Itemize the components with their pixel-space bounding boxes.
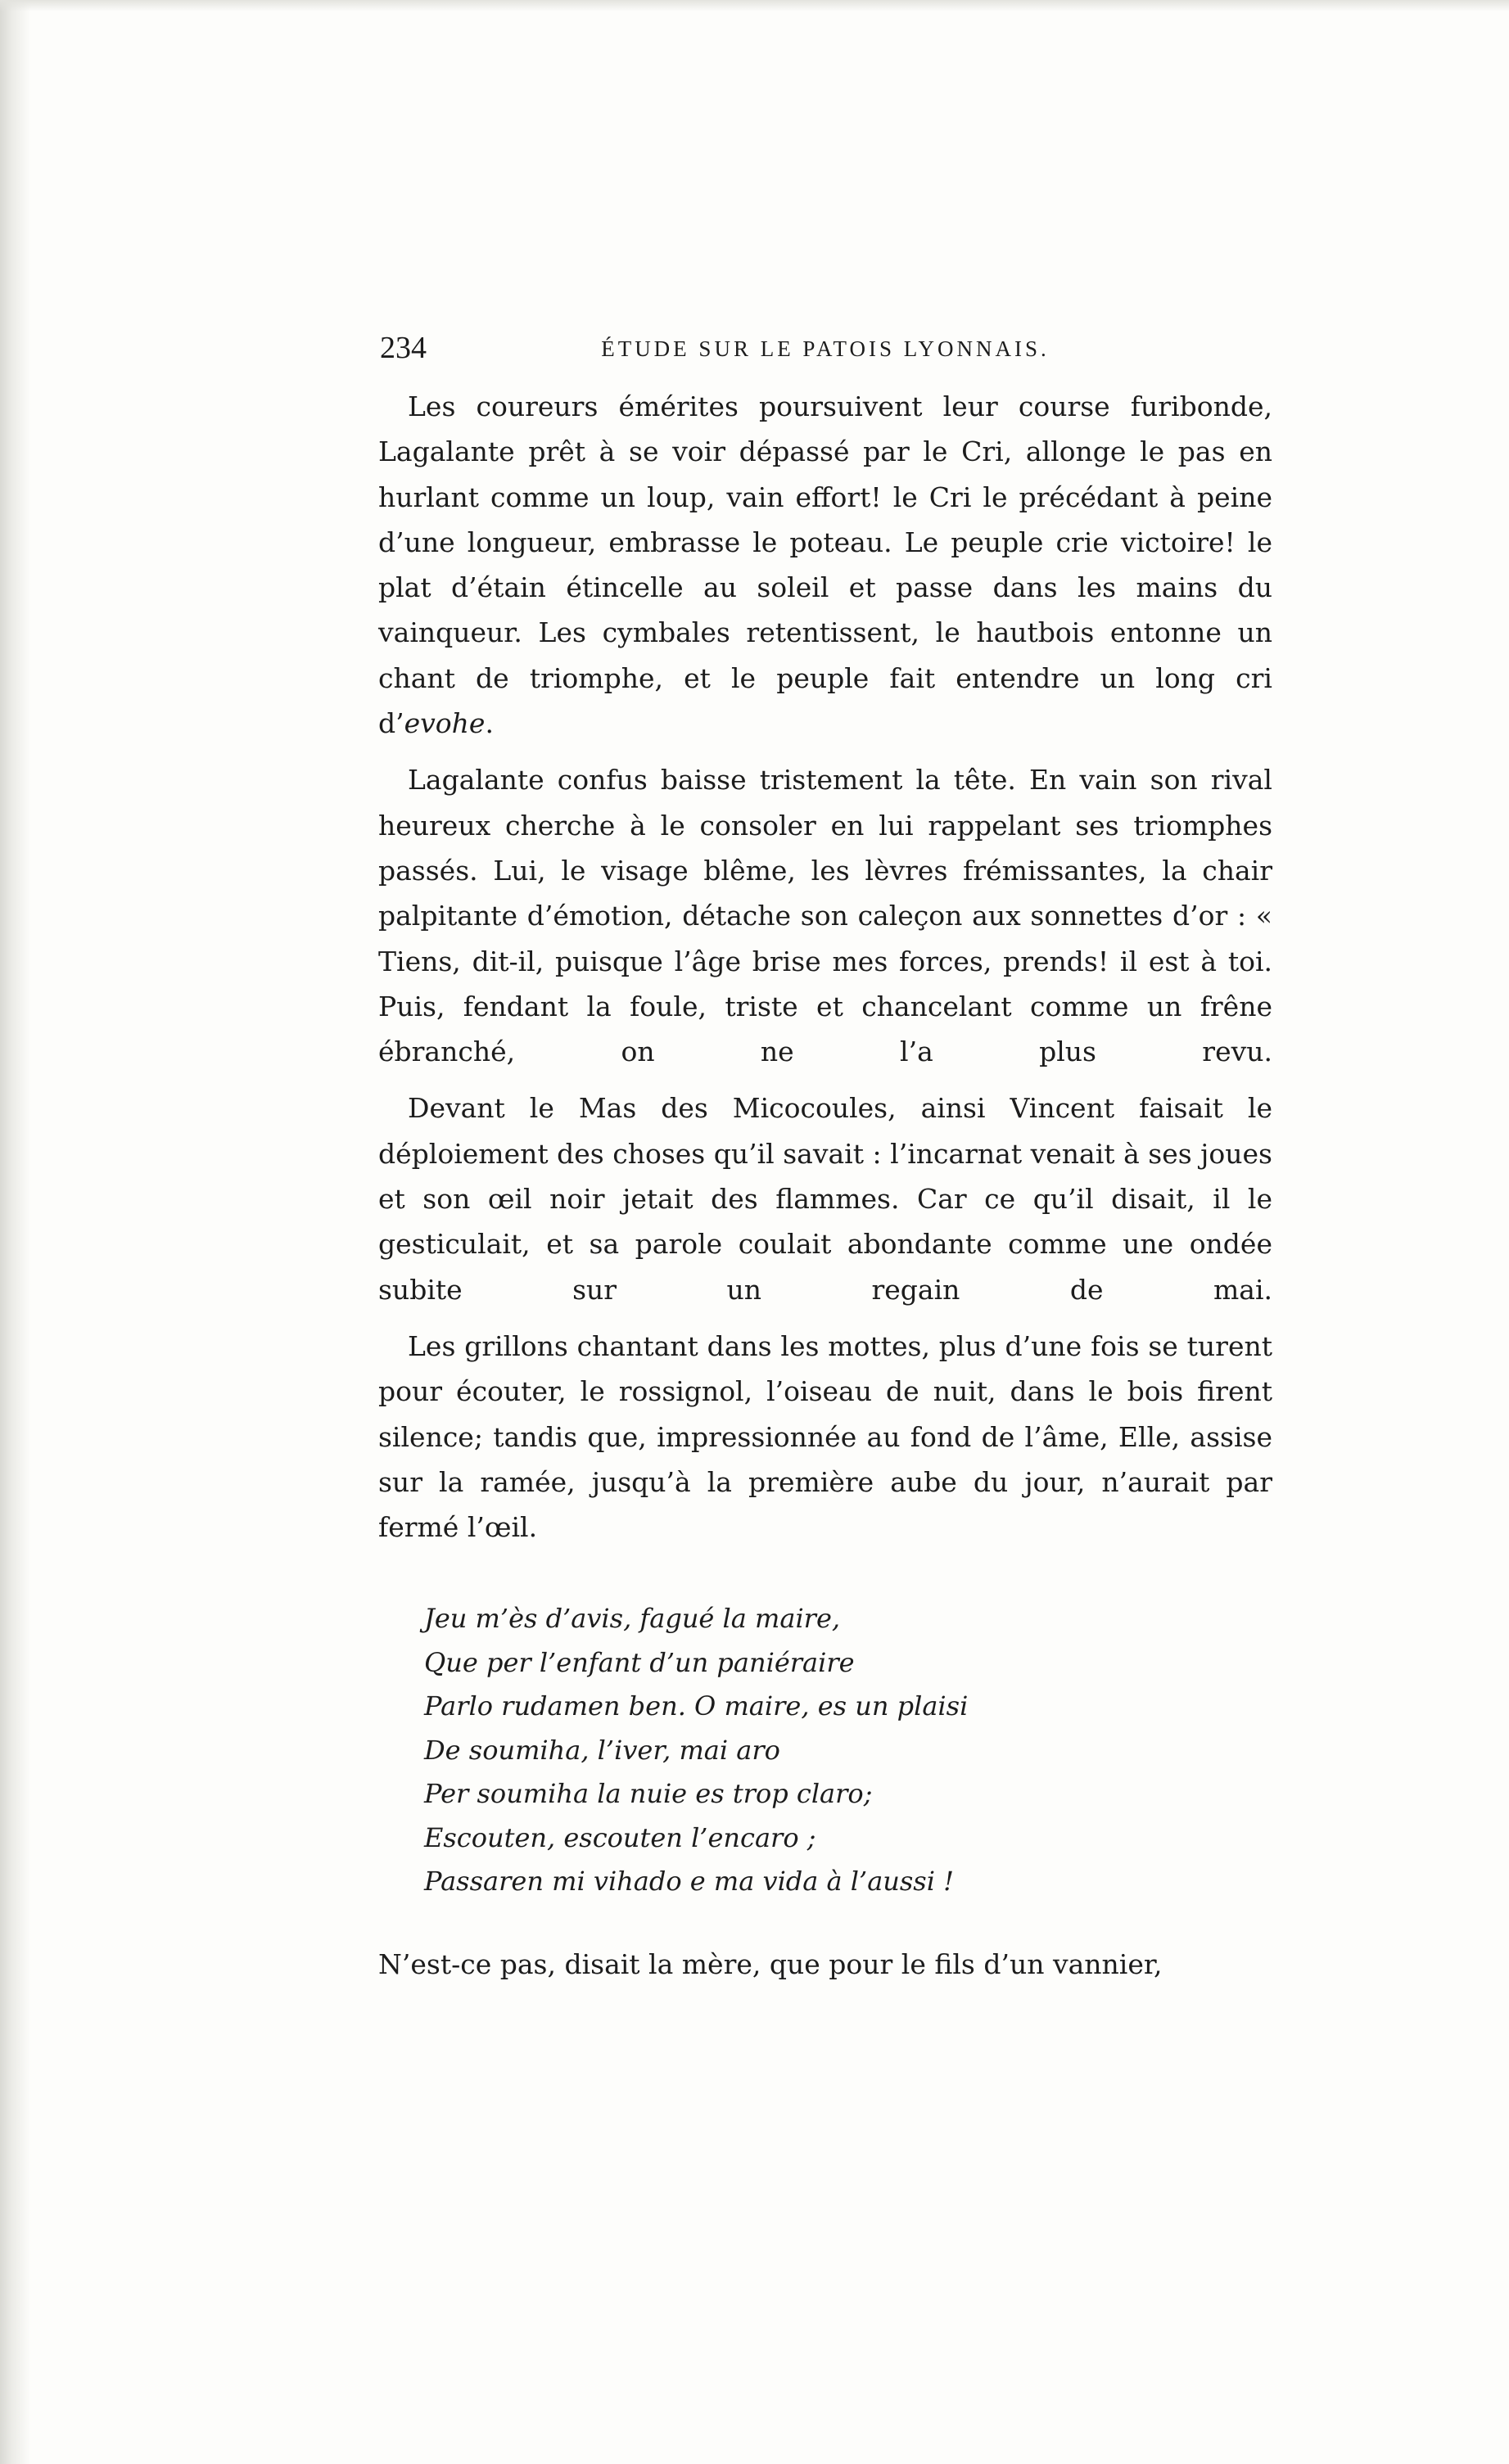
verse-line: Passaren mi vihado e ma vida à l’aussi ! [424,1866,954,1898]
paragraph-3-text: Devant le Mas des Micocoules, ainsi Vincent faisait le déploiement des choses qu’il savait : l’incarnat venait à ses joues et son œil noir jetait des flammes. Car ce qu’il disait, il le gesticulait, et sa parole coulait abondante comme une ondée subite sur un regain de mai. [378,1092,1272,1306]
paragraph-4 [378,1324,1272,1550]
verse-line: Escouten, escouten l’encaro ; [424,1821,816,1853]
verse-line: De soumiha, l’iver, mai aro [424,1734,780,1766]
verse-line: Per soumiha la nuie es trop claro; [424,1778,873,1810]
paragraph-1-italic-word: evohe [404,707,486,740]
paragraph-3 [378,1085,1272,1311]
book-page [378,323,1272,1980]
paragraph-1-end: . [485,707,494,740]
verse-line: Que per l’enfant d’un paniéraire [424,1646,855,1678]
scan-top-edge [0,0,1509,11]
verse-line: Parlo rudamen ben. O maire, es un plaisi [424,1690,969,1722]
running-head: ÉTUDE SUR LE PATOIS LYONNAIS. [601,336,1050,361]
page-header [378,323,1272,381]
verse-stanza [424,1597,1272,1904]
verse-line: Jeu m’ès d’avis, fagué la maire, [424,1603,841,1635]
prose-body [378,384,1272,1550]
scan-left-edge [0,0,31,2464]
paragraph-1 [378,384,1272,746]
paragraph-1-text: Les coureurs émérites poursuivent leur course furibonde, Lagalante prêt à se voir dépassé par le Cri, allonge le pas en hurlant comme un loup, vain effort! le Cri le précédant à peine d’une longueur, embrasse le poteau. Le peuple crie victoire! le plat d’étain étincelle au soleil et passe dans les mains du vainqueur. Les cymbales retentissent, le hautbois entonne un chant de triomphe, et le peuple fait entendre un long cri d’ [378,390,1272,740]
closing-line: N’est-ce pas, disait la mère, que pour le fils d’un vannier, [378,1947,1163,1980]
paragraph-2-text: Lagalante confus baisse tristement la tête. En vain son rival heureux cherche à le consoler en lui rappelant ses triomphes passés. Lui, le visage blême, les lèvres frémissantes, la chair palpitante d’émotion, détache son caleçon aux sonnettes d’or : « Tiens, dit-il, puisque l’âge brise mes forces, prends! il est à toi. Puis, fendant la foule, triste et chancelant comme un frêne ébranché, on ne l’a plus revu. [378,764,1272,1068]
paragraph-4-text: Les grillons chantant dans les mottes, plus d’une fois se turent pour écouter, le rossignol, l’oiseau de nuit, dans le bois firent silence; tandis que, impressionnée au fond de l’âme, Elle, assise sur la ramée, jusqu’à la première aube du jour, n’aurait par fermé l’œil. [378,1329,1272,1544]
page-number: 234 [380,331,427,365]
paragraph-2 [378,757,1272,1074]
